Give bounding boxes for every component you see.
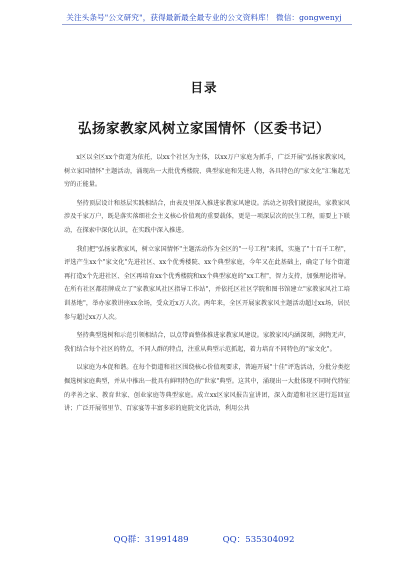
document-body xyxy=(64,151,350,421)
body-paragraph: 我们把"弘扬家教家风，树立家国情怀"主题活动作为全区的"一号工程"来抓，实施了"十百千工程"，评选产生xx个"家文化"先进社区、xx个优秀楼院、xx个典型家庭，今年又在此基础上，确定了每个街道再打造x个先进社区、全区再培育xx个优秀楼院和xx个典型家庭的"xx工程"，智力支持，加强理论指导。在所有社区都挂牌成立了"家教家风社区指导工作站"，并依托区社区学院和图书馆建立"家教家风社工培训基地"，举办家教讲座xx余场，受众近x万人次。两年来，全区开展家教家风主题活动超过xx场，居民参与超过xx万人次。 xyxy=(64,245,350,321)
qq-number[interactable]: QQ：535304092 xyxy=(222,535,295,545)
body-paragraph: 以家庭为本促和谐。在每个街道和社区围绕核心价值观要求，普遍开展"十佳"评选活动，分批分类挖掘选树家庭典型，并从中推出一批具有鲜明特色的"世家"典型。这其中，涌现出一大批体现不同时代特征的孝善之家、教育世家、创业家庭等典型家庭。成立xx区家风报告宣讲团，深入街道和社区进行巡回宣讲；广泛开展邻里节、百家宴等丰富多彩的庭院文化活动，利用公共 xyxy=(64,364,350,413)
body-paragraph: x区以全区xx个街道为依托，以xx个社区为主体，以xx万户家庭为抓手，广泛开展"弘扬家教家风，树立家国情怀"主题活动，涌现出一大批优秀楼院、典型家庭和先进人物，各具特色的"家文化"汇集起无穷的正能量。 xyxy=(64,154,350,189)
top-banner[interactable]: 关注头条号"公文研究"，获得最新最全最专业的公文资料库！ 微信：gongwenyj xyxy=(66,13,342,22)
document-title: 弘扬家教家风树立家国情怀（区委书记） xyxy=(78,121,330,137)
body-paragraph: 坚持顶层设计和基层实践相结合，由表及里深入推进家教家风建设。活动之初我们就提出，家教家风涉及千家万户，既是落实落细社会主义核心价值观的重要载体，更是一项深层次的民生工程，需要上下联动，在探索中深化认识，在实践中深入推进。 xyxy=(64,199,350,234)
document-heading: 目录 xyxy=(190,80,218,95)
banner-divider xyxy=(62,24,352,25)
body-paragraph: 坚持典型选树和示范引领相结合，以点带面整体推进家教家风建设。家教家风内涵深刻，润物无声，我们结合每个社区的特点，不同人群的特点，注重从典型示范抓起，着力培育不同特色的"家文化"。 xyxy=(64,332,350,353)
qq-group-number[interactable]: QQ群：31991489 xyxy=(113,535,189,545)
footer-contacts xyxy=(0,533,408,545)
